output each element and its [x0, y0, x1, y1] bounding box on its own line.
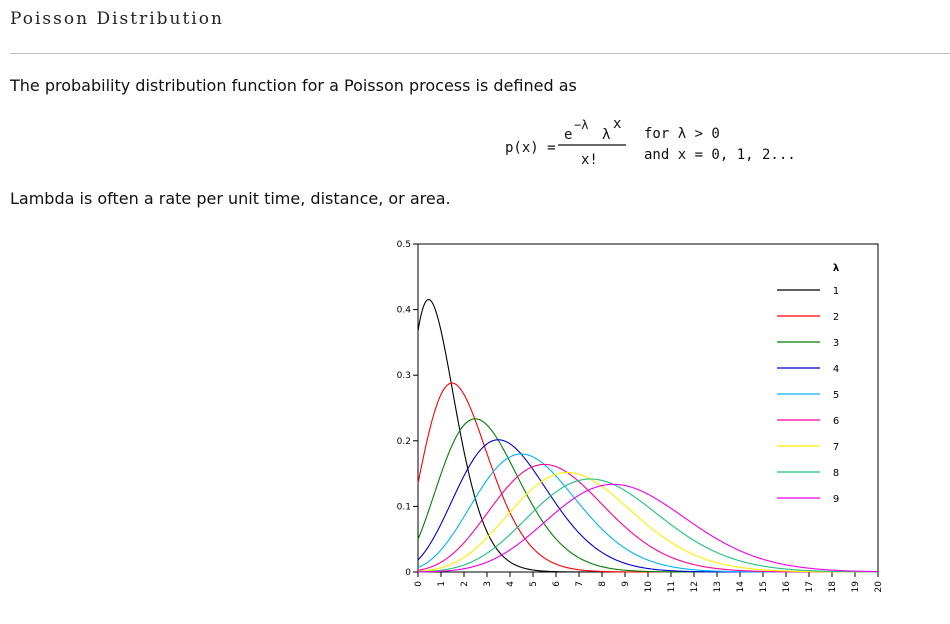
legend-label-5: 5 [832, 390, 840, 401]
poisson-formula [480, 112, 800, 174]
x-tick-label: 0 [414, 581, 424, 587]
y-tick-label: 0.3 [396, 371, 411, 382]
x-tick-label: 10 [644, 581, 654, 593]
x-tick-label: 5 [529, 581, 539, 587]
formula-condition-1: for λ > 0 [644, 126, 720, 142]
poisson-chart [380, 230, 885, 619]
formula-e: e [564, 127, 573, 143]
y-tick-label: 0.4 [396, 305, 411, 316]
x-tick-label: 18 [828, 581, 838, 593]
x-tick-label: 16 [782, 581, 792, 593]
x-tick-label: 9 [621, 581, 631, 587]
x-tick-label: 7 [575, 581, 585, 587]
lambda-note: Lambda is often a rate per unit time, distance, or area. [10, 189, 451, 208]
legend-title: λ [832, 263, 840, 274]
legend-label-9: 9 [832, 494, 840, 505]
formula-lambda-power: x [613, 116, 622, 132]
x-tick-label: 3 [483, 581, 493, 587]
legend-label-6: 6 [832, 416, 840, 427]
y-tick-label: 0.1 [396, 502, 411, 513]
x-tick-label: 6 [552, 581, 562, 587]
y-tick-label: 0.2 [396, 436, 411, 447]
intro-text: The probability distribution function for a Poisson process is defined as [10, 76, 577, 95]
plot-frame [418, 244, 878, 572]
series-line-lambda-2 [418, 383, 878, 572]
x-tick-label: 13 [713, 581, 723, 593]
legend-label-7: 7 [832, 442, 840, 453]
x-tick-label: 12 [690, 581, 700, 593]
legend-label-8: 8 [832, 468, 840, 479]
legend-label-2: 2 [832, 312, 840, 323]
formula-denominator: x! [581, 152, 598, 168]
x-tick-label: 1 [437, 581, 447, 587]
series-line-lambda-3 [418, 419, 878, 572]
formula-lhs: p(x) = [505, 140, 556, 156]
legend-label-3: 3 [832, 338, 840, 349]
formula-lambda: λ [602, 127, 611, 143]
x-tick-label: 19 [851, 581, 861, 593]
y-tick-label: 0.5 [396, 240, 411, 250]
x-tick-label: 8 [598, 581, 608, 587]
legend-label-4: 4 [832, 364, 840, 375]
x-tick-label: 14 [736, 581, 746, 593]
formula-exponent: −λ [574, 118, 589, 132]
x-tick-label: 20 [874, 581, 884, 593]
formula-condition-2: and x = 0, 1, 2... [644, 147, 796, 163]
x-tick-label: 4 [506, 581, 516, 587]
legend-label-1: 1 [832, 286, 840, 297]
title-divider [10, 53, 950, 54]
x-tick-label: 2 [460, 581, 470, 587]
series-line-lambda-4 [418, 440, 878, 572]
page-title: Poisson Distribution [10, 9, 224, 29]
x-tick-label: 11 [667, 581, 677, 593]
x-tick-label: 15 [759, 581, 769, 593]
series-line-lambda-1 [418, 300, 878, 572]
series-line-lambda-7 [418, 472, 878, 571]
x-tick-label: 17 [805, 581, 815, 593]
y-tick-label: 0 [405, 568, 411, 578]
